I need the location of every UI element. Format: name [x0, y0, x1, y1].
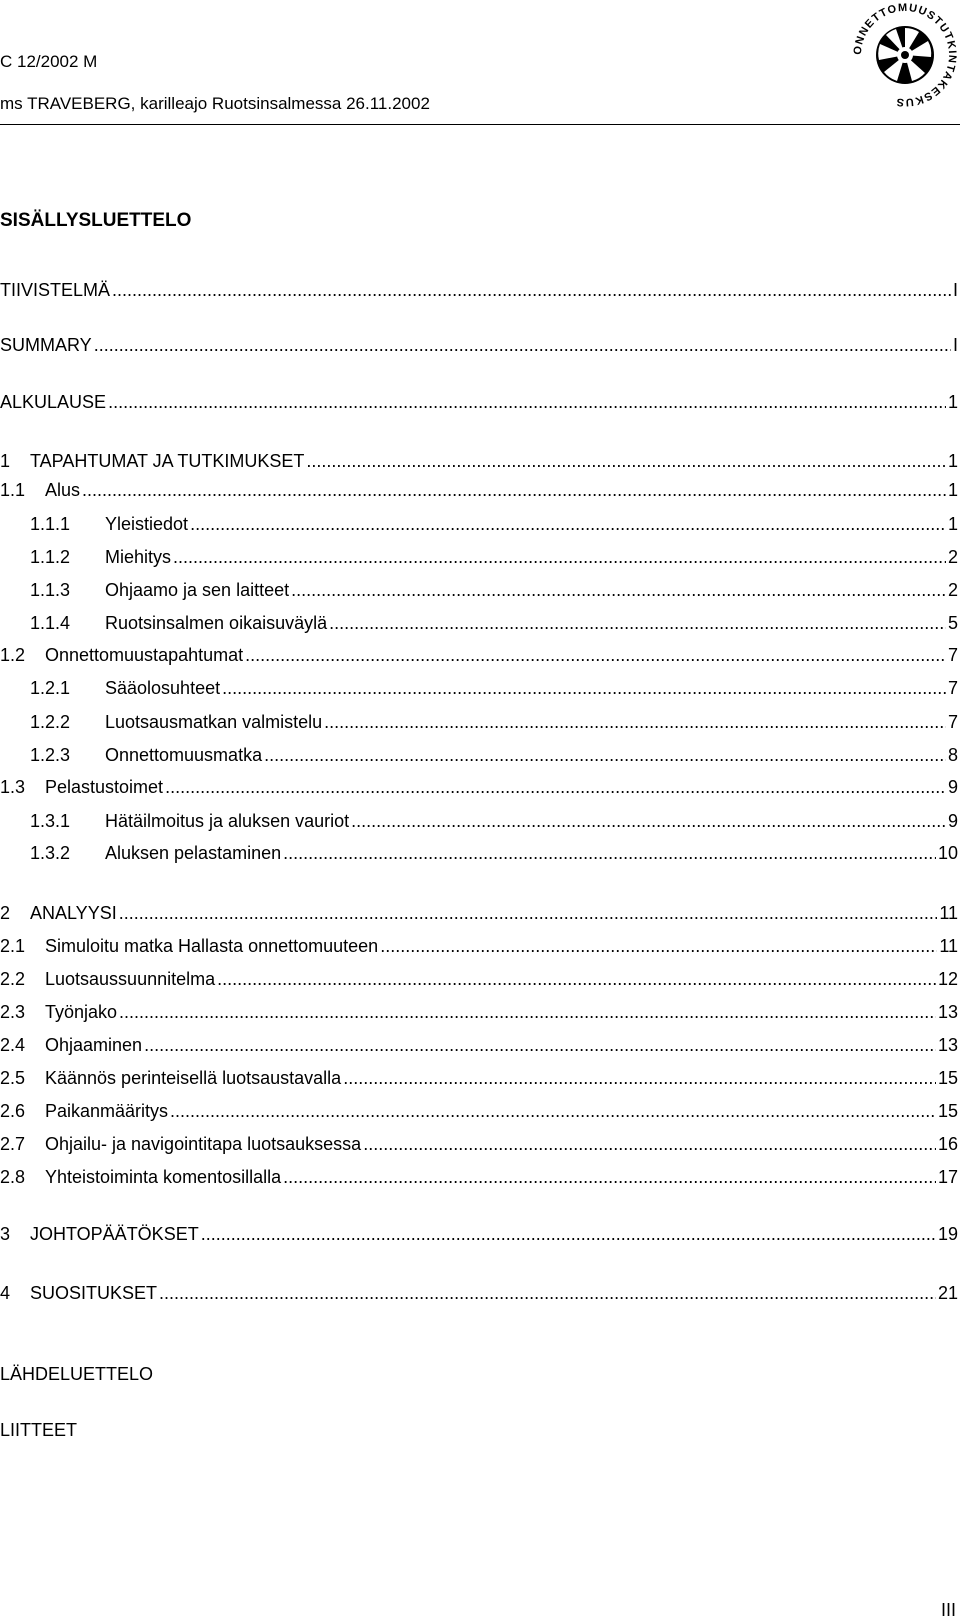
toc-entry-number: 1.1.3	[30, 580, 71, 600]
toc-leader-dots	[329, 613, 946, 634]
toc-leader-dots	[170, 1101, 936, 1122]
toc-entry[interactable]	[0, 451, 958, 475]
toc-entry-number: 1.3.1	[30, 811, 71, 831]
toc-entry-title: Työnjako	[45, 1002, 118, 1022]
toc-entry-title: Paikanmääritys	[45, 1101, 169, 1121]
toc-entry[interactable]	[0, 712, 958, 736]
toc-entry-title: Yhteistoiminta komentosillalla	[45, 1167, 282, 1187]
toc-entry-number: 1.1.2	[30, 547, 71, 567]
toc-entry-page: 11	[939, 936, 958, 956]
toc-entry[interactable]	[0, 580, 958, 604]
toc-leader-dots	[112, 280, 951, 301]
toc-entry-number: 1.2.3	[30, 745, 71, 765]
toc-entry-title: Hätäilmoitus ja aluksen vauriot	[105, 811, 350, 831]
toc-entry[interactable]	[0, 392, 958, 416]
page-number: III	[940, 1600, 956, 1620]
toc-leader-dots	[283, 843, 936, 864]
toc-entry[interactable]	[0, 1035, 958, 1059]
toc-entry-title: Luotsaussuunnitelma	[45, 969, 216, 989]
toc-entry-page: 16	[937, 1134, 958, 1154]
toc-entry-page: 9	[947, 777, 958, 797]
toc-entry-number: 1.2	[0, 645, 26, 665]
header-doc-id: C 12/2002 M	[0, 52, 98, 71]
toc-entry-page: 7	[947, 678, 958, 698]
toc-leader-dots	[217, 969, 936, 990]
toc-entry-page: 1	[947, 392, 958, 412]
toc-entry-page: 9	[947, 811, 958, 831]
toc-leader-dots	[144, 1035, 936, 1056]
toc-leader-dots	[222, 678, 946, 699]
toc-entry-title: Pelastustoimet	[45, 777, 164, 797]
toc-entry[interactable]	[0, 480, 958, 504]
toc-entry-page: 12	[937, 969, 958, 989]
toc-entry-page: 13	[937, 1035, 958, 1055]
toc-entry-title: Simuloitu matka Hallasta onnettomuuteen	[45, 936, 379, 956]
toc-entry-number: 1.1	[0, 480, 26, 500]
toc-leader-dots	[351, 811, 946, 832]
toc-entry-number: 2.7	[0, 1134, 26, 1154]
toc-entry-title: Ohjailu- ja navigointitapa luotsauksessa	[45, 1134, 362, 1154]
toc-entry-page: 10	[937, 843, 958, 863]
toc-entry-page: I	[952, 335, 958, 355]
toc-entry-number: 2.8	[0, 1167, 26, 1187]
toc-entry-page: 7	[947, 712, 958, 732]
toc-entry[interactable]	[0, 1101, 958, 1125]
toc-entry-page: I	[952, 280, 958, 300]
toc-entry[interactable]	[0, 777, 958, 801]
toc-entry[interactable]	[0, 645, 958, 669]
toc-entry-title: Käännös perinteisellä luotsaustavalla	[45, 1068, 342, 1088]
toc-leader-dots	[264, 745, 946, 766]
toc-entry[interactable]	[0, 280, 958, 304]
toc-entry-number: 2.2	[0, 969, 26, 989]
toc-entry-number: 2.4	[0, 1035, 26, 1055]
toc-leader-dots	[306, 451, 946, 472]
toc-entry-title: TAPAHTUMAT JA TUTKIMUKSET	[30, 451, 305, 471]
toc-leader-dots	[108, 392, 946, 413]
toc-leader-dots	[380, 936, 937, 957]
toc-leader-dots	[343, 1068, 936, 1089]
toc-entry[interactable]	[0, 811, 958, 835]
toc-entry-page: 7	[947, 645, 958, 665]
toc-entry[interactable]	[0, 1134, 958, 1158]
toc-entry-title: ALKULAUSE	[0, 392, 107, 412]
toc-leader-dots	[283, 1167, 936, 1188]
agency-logo	[850, 0, 960, 110]
toc-entry-number: 2.1	[0, 936, 26, 956]
toc-entry[interactable]	[0, 745, 958, 769]
toc-entry-number: 1.1.1	[30, 514, 71, 534]
toc-entry-title: Sääolosuhteet	[105, 678, 221, 698]
svg-text:ONNETTOMUUSTUTKINTAKESKUS: ONNETTOMUUSTUTKINTAKESKUS	[851, 1, 959, 109]
toc-entry-title: Ohjaaminen	[45, 1035, 143, 1055]
toc-entry-title: JOHTOPÄÄTÖKSET	[30, 1224, 199, 1244]
toc-title: SISÄLLYSLUETTELO	[0, 210, 192, 231]
toc-entry-number: 1.3	[0, 777, 26, 797]
toc-entry-page: 2	[947, 547, 958, 567]
toc-entry-number: 2.6	[0, 1101, 26, 1121]
toc-entry[interactable]	[0, 613, 958, 637]
toc-entry-page: 1	[947, 514, 958, 534]
toc-entry-page: 19	[937, 1224, 958, 1244]
toc-entry-title: SUOSITUKSET	[30, 1283, 158, 1303]
toc-entry-page: 15	[937, 1101, 958, 1121]
toc-entry[interactable]	[0, 1167, 958, 1191]
toc-leader-dots	[165, 777, 946, 798]
toc-entry-title: Ruotsinsalmen oikaisuväylä	[105, 613, 328, 633]
toc-entry-page: 21	[937, 1283, 958, 1303]
toc-entry[interactable]	[0, 903, 958, 927]
toc-entry-title: Onnettomuusmatka	[105, 745, 263, 765]
toc-leader-dots	[119, 903, 938, 924]
toc-leader-dots	[245, 645, 946, 666]
toc-entry-page: 15	[937, 1068, 958, 1088]
toc-entry-page: 1	[947, 480, 958, 500]
toc-leader-dots	[82, 480, 946, 501]
toc-entry-lahdeluettelo[interactable]: LÄHDELUETTELO	[0, 1364, 154, 1384]
toc-entry[interactable]	[0, 1068, 958, 1092]
toc-leader-dots	[159, 1283, 936, 1304]
toc-leader-dots	[173, 547, 946, 568]
toc-entry-number: 1.2.2	[30, 712, 71, 732]
toc-leader-dots	[94, 335, 951, 356]
toc-entry-page: 11	[939, 903, 958, 923]
header-doc-title: ms TRAVEBERG, karilleajo Ruotsinsalmessa 26.11.2002	[0, 94, 430, 113]
toc-entry-number: 4	[0, 1283, 11, 1303]
toc-entry[interactable]	[0, 843, 958, 867]
toc-entry[interactable]	[0, 514, 958, 538]
toc-entry[interactable]	[0, 547, 958, 571]
toc-leader-dots	[201, 1224, 936, 1245]
toc-entry-page: 17	[937, 1167, 958, 1187]
toc-leader-dots	[119, 1002, 936, 1023]
toc-entry-number: 2.5	[0, 1068, 26, 1088]
toc-entry[interactable]	[0, 969, 958, 993]
toc-leader-dots	[291, 580, 946, 601]
toc-entry-title: ANALYYSI	[30, 903, 117, 923]
toc-entry-title: SUMMARY	[0, 335, 92, 355]
toc-entry-title: TIIVISTELMÄ	[0, 280, 111, 300]
toc-entry-title: Yleistiedot	[105, 514, 189, 534]
toc-entry-page: 2	[947, 580, 958, 600]
toc-entry-number: 2	[0, 903, 11, 923]
toc-entry-number: 1	[0, 451, 11, 471]
toc-entry-page: 13	[937, 1002, 958, 1022]
toc-entry[interactable]	[0, 1224, 958, 1248]
toc-entry-liitteet[interactable]: LIITTEET	[0, 1420, 78, 1440]
toc-entry-number: 2.3	[0, 1002, 26, 1022]
toc-entry[interactable]	[0, 335, 958, 359]
toc-entry-title: Ohjaamo ja sen laitteet	[105, 580, 290, 600]
toc-entry-title: Alus	[45, 480, 81, 500]
toc-entry-title: Miehitys	[105, 547, 172, 567]
header-rule	[0, 124, 960, 125]
toc-entry-page: 8	[947, 745, 958, 765]
toc-entry[interactable]	[0, 1283, 958, 1307]
toc-leader-dots	[324, 712, 946, 733]
toc-entry-page: 1	[947, 451, 958, 471]
toc-leader-dots	[363, 1134, 936, 1155]
toc-entry-number: 3	[0, 1224, 11, 1244]
toc-entry-number: 1.1.4	[30, 613, 71, 633]
toc-entry[interactable]	[0, 936, 958, 960]
toc-entry-number: 1.2.1	[30, 678, 71, 698]
toc-entry-title: Aluksen pelastaminen	[105, 843, 282, 863]
toc-entry-page: 5	[947, 613, 958, 633]
toc-entry-title: Onnettomuustapahtumat	[45, 645, 244, 665]
toc-leader-dots	[190, 514, 946, 535]
toc-entry-number: 1.3.2	[30, 843, 71, 863]
toc-entry-title: Luotsausmatkan valmistelu	[105, 712, 323, 732]
toc-entry[interactable]	[0, 678, 958, 702]
toc-entry[interactable]	[0, 1002, 958, 1026]
